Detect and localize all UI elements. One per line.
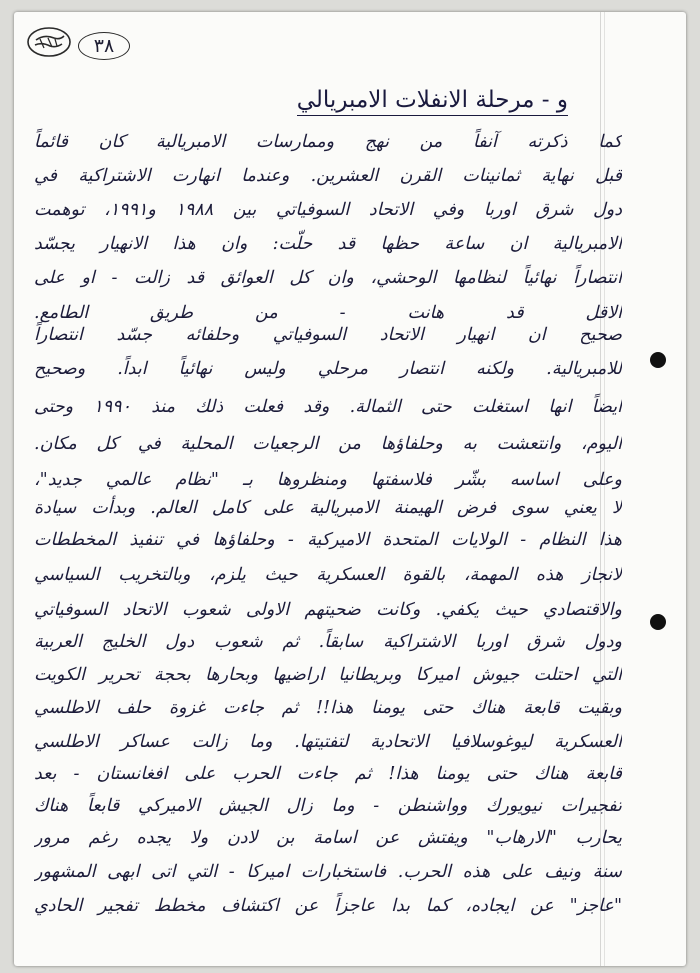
text-line: العسكرية ليوغوسلافيا الاتحادية لتفتيتها. وما زالت عساكر الاطلسي bbox=[34, 732, 622, 752]
text-line: ايضاً انها استغلت حتى الثمالة. وقد فعلت ذلك منذ ١٩٩٠ وحتى bbox=[34, 397, 622, 417]
text-line: للامبريالية. ولكنه انتصار مرحلي وليس نهائياً ابداً. وصحيح bbox=[34, 359, 622, 379]
text-line: صحيح ان انهيار الاتحاد السوفياتي وحلفائه جسّد انتصاراً bbox=[34, 325, 622, 345]
stamp-icon bbox=[26, 26, 72, 62]
text-line: لانجاز هذه المهمة، بالقوة العسكرية حيث يلزم، وبالتخريب السياسي bbox=[34, 565, 622, 585]
text-line: هذا النظام - الولايات المتحدة الاميركية - وحلفاؤها في تنفيذ المخططات bbox=[34, 530, 622, 550]
text-line: كما ذكرته آنفاً من نهج وممارسات الامبريالية كان قائماً bbox=[34, 132, 622, 152]
text-line: قابعة هناك حتى يومنا هذا! ثم جاءت الحرب على افغانستان - بعد bbox=[34, 764, 622, 784]
text-line: ودول شرق اوربا الاشتراكية سابقاً. ثم شعوب دول الخليج العربية bbox=[34, 632, 622, 652]
punch-hole-top bbox=[650, 352, 666, 368]
text-line: سنة ونيف على هذه الحرب. فاستخبارات اميركا - التي اتى ابهى المشهور bbox=[34, 862, 622, 882]
page-number: ٣٨ bbox=[78, 32, 130, 60]
text-line: يحارب "الارهاب" ويفتش عن اسامة بن لادن ولا يجده رغم مرور bbox=[34, 828, 622, 848]
text-line: اليوم، وانتعشت به وحلفاؤها من الرجعيات المحلية في كل مكان. bbox=[34, 434, 622, 454]
text-line: قبل نهاية ثمانينات القرن العشرين. وعندما انهارت الاشتراكية في bbox=[34, 166, 622, 186]
text-line: لا يعني سوى فرض الهيمنة الامبريالية على كامل العالم. وبدأت سيادة bbox=[34, 498, 622, 518]
punch-hole-bottom bbox=[650, 614, 666, 630]
text-line: وبقيت قابعة هناك حتى يومنا هذا!! ثم جاءت غزوة حلف الاطلسي bbox=[34, 698, 622, 718]
text-line: الامبريالية ان ساعة حظها قد حلّت: وان هذا الانهيار يجسّد bbox=[34, 234, 622, 254]
section-heading bbox=[168, 78, 568, 122]
document-page bbox=[14, 12, 686, 966]
text-line: الاقل قد هانت - من طريق الطامع. bbox=[34, 303, 622, 323]
text-line: انتصاراً نهائياً لنظامها الوحشي، وان كل العوائق قد زالت - او على bbox=[34, 268, 622, 288]
text-line: دول شرق اوربا وفي الاتحاد السوفياتي بين ١٩٨٨ و١٩٩١، توهمت bbox=[34, 200, 622, 220]
text-line: التي احتلت جيوش اميركا وبريطانيا اراضيها وبحارها بحجة تحرير الكويت bbox=[34, 665, 622, 685]
section-heading-text: و - مرحلة الانفلات الامبريالي bbox=[297, 85, 568, 116]
text-line: "عاجز" عن ايجاده، كما بدا عاجزاً عن اكتشاف مخطط تفجير الحادي bbox=[34, 896, 622, 916]
text-line: والاقتصادي حيث يكفي. وكانت ضحيتهم الاولى شعوب الاتحاد السوفياتي bbox=[34, 600, 622, 620]
text-line: وعلى اساسه بشّر فلاسفتها ومنظروها بـ "نظام عالمي جديد"، bbox=[34, 470, 622, 490]
text-line: تفجيرات نيويورك وواشنطن - وما زال الجيش الاميركي قابعاً هناك bbox=[34, 796, 622, 816]
